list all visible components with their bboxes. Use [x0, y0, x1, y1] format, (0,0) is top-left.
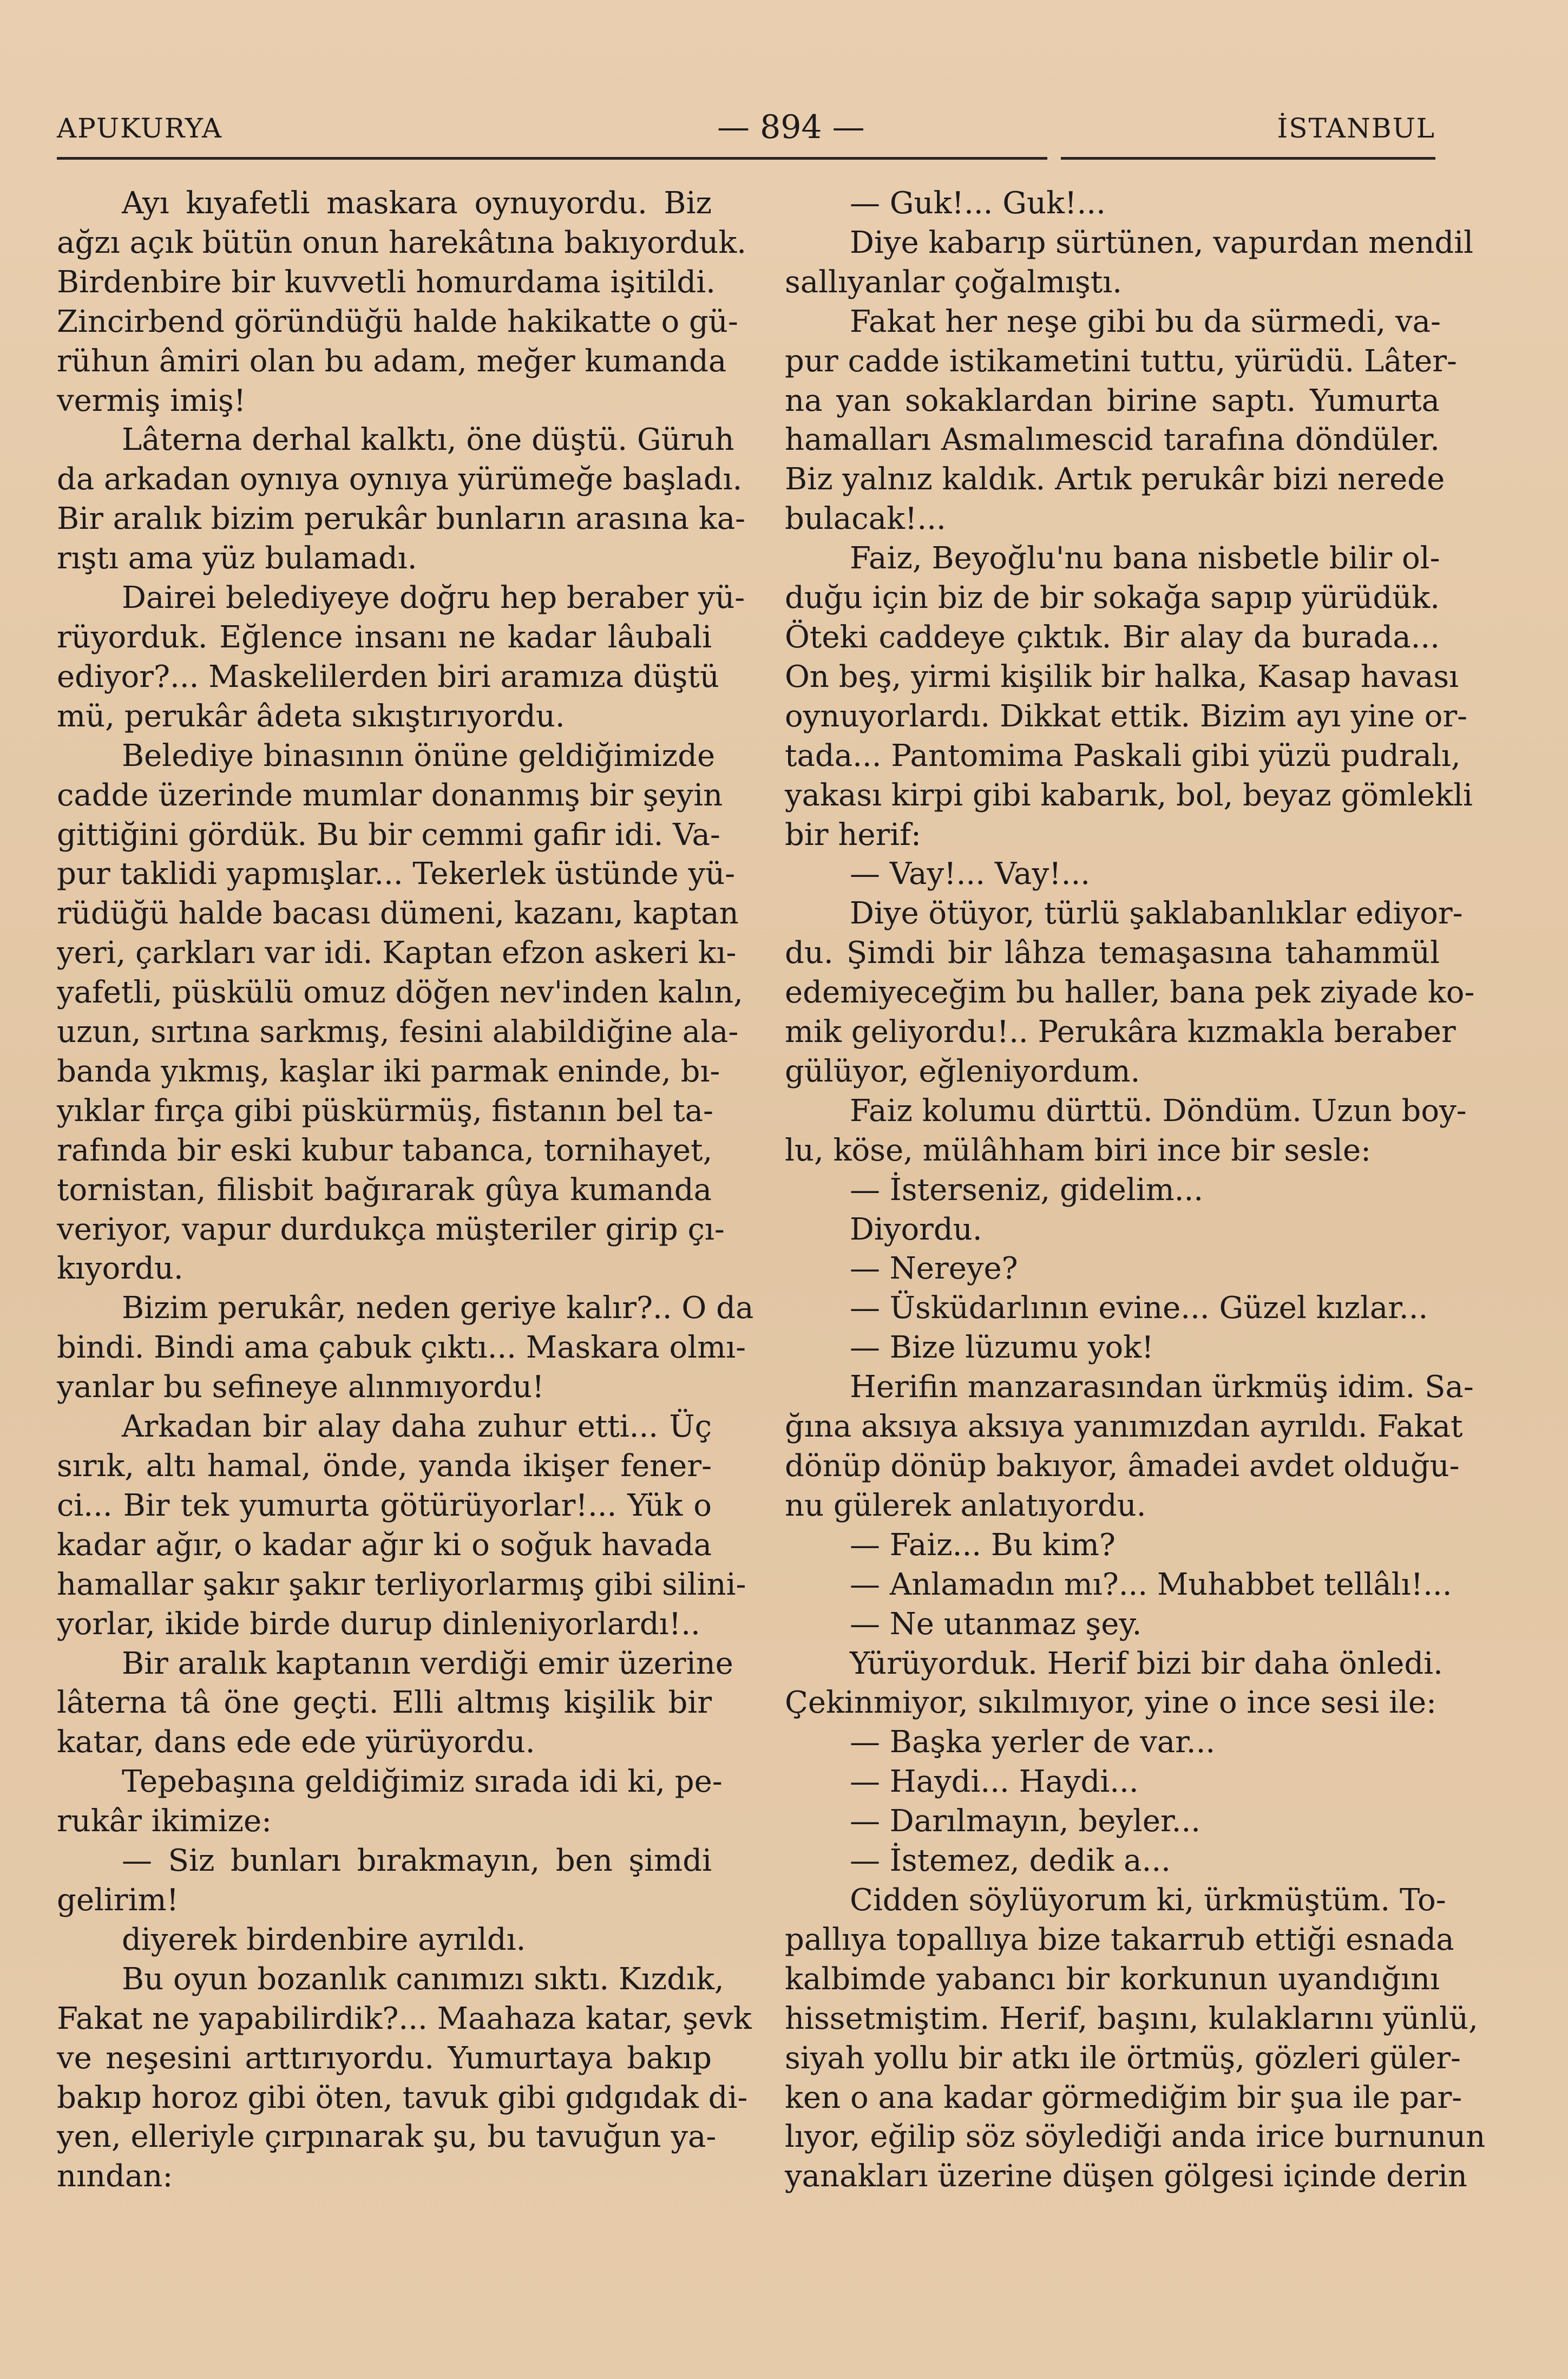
- text-line: — Siz bunları bırakmayın, ben şimdi: [122, 1843, 712, 1879]
- text-line: ken o ana kadar görmediğim bir şua ile par-: [785, 2080, 1462, 2115]
- text-line: — Nereye?: [850, 1251, 1018, 1287]
- text-line: kadar ağır, o kadar ağır ki o soğuk havada: [57, 1527, 712, 1563]
- text-line: — Bize lüzumu yok!: [850, 1330, 1154, 1366]
- text-line: On beş, yirmi kişilik bir halka, Kasap havası: [785, 659, 1459, 694]
- header-rule-right: [1061, 157, 1435, 160]
- text-line: — Anlamadın mı?... Muhabbet tellâlı!...: [850, 1567, 1452, 1602]
- text-line: kalbimde yabancı bir korkunun uyandığını: [785, 1961, 1440, 1997]
- text-line: lâterna tâ öne geçti. Elli altmış kişilik bir: [57, 1685, 712, 1721]
- text-line: Diyordu.: [850, 1211, 982, 1247]
- text-line: — Başka yerler de var...: [850, 1725, 1216, 1760]
- text-line: kıyordu.: [57, 1251, 183, 1287]
- header-volume-title: İSTANBUL: [1277, 113, 1435, 144]
- text-line: duğu için biz de bir sokağa sapıp yürüdük.: [785, 580, 1440, 616]
- text-line: — Vay!... Vay!...: [850, 856, 1091, 892]
- text-column-left: [57, 184, 754, 2197]
- text-line: yanlar bu sefineye alınmıyordu!: [57, 1369, 544, 1405]
- text-line: katar, dans ede ede yürüyordu.: [57, 1725, 535, 1760]
- text-line: Bizim perukâr, neden geriye kalır?.. O da: [122, 1290, 754, 1326]
- text-line: du. Şimdi bir lâhza temaşasına tahammül: [785, 935, 1440, 971]
- text-line: yakası kirpi gibi kabarık, bol, beyaz gömlekli: [785, 777, 1473, 813]
- text-line: vermiş imiş!: [57, 383, 246, 418]
- text-line: na yan sokaklardan birine saptı. Yumurta: [785, 383, 1440, 418]
- text-line: nu gülerek anlatıyordu.: [785, 1487, 1146, 1523]
- text-line: gittiğini gördük. Bu bir cemmi gafir idi. Va-: [57, 817, 720, 853]
- text-line: Çekinmiyor, sıkılmıyor, yine o ince sesi ile:: [785, 1685, 1436, 1721]
- text-line: ci... Bir tek yumurta götürüyorlar!... Yük o: [57, 1487, 712, 1523]
- text-line: — Faiz... Bu kim?: [850, 1527, 1116, 1563]
- text-line: Tepebaşına geldiğimiz sırada idi ki, pe-: [122, 1764, 723, 1800]
- text-line: — İstemez, dedik a...: [850, 1843, 1171, 1879]
- text-line: Cidden söylüyorum ki, ürkmüştüm. To-: [850, 1882, 1446, 1918]
- text-line: — Ne utanmaz şey.: [850, 1606, 1142, 1642]
- text-column-right: [785, 184, 1486, 2197]
- text-line: — İsterseniz, gidelim...: [850, 1172, 1204, 1208]
- text-line: rafında bir eski kubur tabanca, tornihayet,: [57, 1132, 713, 1168]
- text-line: hamallar şakır şakır terliyorlarmış gibi silini-: [57, 1567, 746, 1602]
- text-line: lu, köse, mülâhham biri ince bir sesle:: [785, 1132, 1371, 1168]
- text-line: cadde üzerinde mumlar donanmış bir şeyin: [57, 777, 723, 813]
- text-line: Belediye binasının önüne geldiğimizde: [122, 738, 716, 774]
- text-line: yıklar fırça gibi püskürmüş, fistanın bel ta-: [57, 1093, 713, 1129]
- text-line: tada... Pantomima Paskali gibi yüzü pudralı,: [785, 738, 1461, 774]
- text-line: sallıyanlar çoğalmıştı.: [785, 264, 1122, 300]
- text-line: Faiz kolumu dürttü. Döndüm. Uzun boy-: [850, 1093, 1467, 1129]
- text-line: Öteki caddeye çıktık. Bir alay da burada...: [785, 619, 1440, 655]
- text-line: Lâterna derhal kalktı, öne düştü. Güruh: [122, 422, 734, 458]
- text-line: yanakları üzerine düşen gölgesi içinde derin: [785, 2159, 1467, 2194]
- text-line: rühun âmiri olan bu adam, meğer kumanda: [57, 343, 727, 379]
- text-line: pur cadde istikametini tuttu, yürüdü. Lâter-: [785, 343, 1457, 379]
- text-line: yen, elleriyle çırpınarak şu, bu tavuğun ya-: [57, 2119, 717, 2155]
- text-line: sırık, altı hamal, önde, yanda ikişer fener-: [57, 1449, 712, 1484]
- text-line: Bir aralık bizim perukâr bunların arasına ka-: [57, 501, 746, 537]
- header-rule-left: [57, 157, 1047, 160]
- page-number: — 894 —: [717, 108, 865, 146]
- text-line: bir herif:: [785, 817, 921, 853]
- text-line: Ayı kıyafetli maskara oynuyordu. Biz: [122, 186, 712, 221]
- text-line: rukâr ikimize:: [57, 1804, 272, 1839]
- text-line: Diye kabarıp sürtünen, vapurdan mendil: [850, 225, 1474, 260]
- text-line: uzun, sırtına sarkmış, fesini alabildiğine ala-: [57, 1014, 739, 1050]
- text-line: tornistan, filisbit bağırarak gûya kumanda: [57, 1172, 712, 1208]
- text-line: rüyorduk. Eğlence insanı ne kadar lâubali: [57, 619, 712, 655]
- text-line: banda yıkmış, kaşlar iki parmak eninde, bı-: [57, 1053, 720, 1089]
- text-line: Zincirbend göründüğü halde hakikatte o gü-: [57, 304, 738, 339]
- text-line: — Darılmayın, beyler...: [850, 1804, 1201, 1839]
- text-line: — Üsküdarlının evine... Güzel kızlar...: [850, 1290, 1428, 1326]
- text-line: dönüp dönüp bakıyor, âmadei avdet olduğu-: [785, 1449, 1460, 1484]
- text-line: Herifin manzarasından ürkmüş idim. Sa-: [850, 1369, 1474, 1405]
- text-line: lıyor, eğilip söz söylediği anda irice burnunun: [785, 2119, 1486, 2155]
- text-line: Birdenbire bir kuvvetli homurdama işitildi.: [57, 264, 716, 300]
- text-line: gelirim!: [57, 1882, 179, 1918]
- text-line: da arkadan oynıya oynıya yürümeğe başladı.: [57, 462, 743, 497]
- text-line: hissetmiştim. Herif, başını, kulaklarını yünlü,: [785, 2001, 1478, 2036]
- text-line: ağzı açık bütün onun harekâtına bakıyorduk.: [57, 225, 747, 260]
- text-line: rıştı ama yüz bulamadı.: [57, 541, 417, 576]
- text-line: Arkadan bir alay daha zuhur etti... Üç: [122, 1409, 712, 1445]
- text-line: gülüyor, eğleniyordum.: [785, 1053, 1140, 1089]
- text-line: ve neşesini arttırıyordu. Yumurtaya bakıp: [57, 2040, 712, 2076]
- text-line: — Haydi... Haydi...: [850, 1764, 1139, 1800]
- text-line: veriyor, vapur durdukça müşteriler girip çı-: [57, 1211, 725, 1247]
- text-line: Biz yalnız kaldık. Artık perukâr bizi nerede: [785, 462, 1445, 497]
- text-line: bulacak!...: [785, 501, 946, 537]
- text-line: edemiyeceğim bu haller, bana pek ziyade ko-: [785, 975, 1475, 1011]
- text-line: pur taklidi yapmışlar... Tekerlek üstünde yü-: [57, 856, 736, 892]
- text-line: Dairei belediyeye doğru hep beraber yü-: [122, 580, 745, 616]
- header-section-title: APUKURYA: [57, 113, 223, 144]
- text-line: ediyor?... Maskelilerden biri aramıza düştü: [57, 659, 719, 694]
- text-line: Bir aralık kaptanın verdiği emir üzerine: [122, 1646, 733, 1681]
- text-line: — Guk!... Guk!...: [850, 186, 1106, 221]
- text-line: Yürüyorduk. Herif bizi bir daha önledi.: [850, 1646, 1443, 1681]
- text-line: Faiz, Beyoğlu'nu bana nisbetle bilir ol-: [850, 541, 1440, 576]
- text-line: diyerek birdenbire ayrıldı.: [122, 1922, 526, 1957]
- text-line: Bu oyun bozanlık canımızı sıktı. Kızdık,: [122, 1961, 724, 1997]
- text-line: bindi. Bindi ama çabuk çıktı... Maskara olmı-: [57, 1330, 746, 1366]
- text-line: hamalları Asmalımescid tarafına döndüler.: [785, 422, 1440, 458]
- text-line: rüdüğü halde bacası dümeni, kazanı, kaptan: [57, 896, 739, 932]
- text-line: Diye ötüyor, türlü şaklabanlıklar ediyor-: [850, 896, 1463, 932]
- text-line: bakıp horoz gibi öten, tavuk gibi gıdgıdak di-: [57, 2080, 748, 2115]
- text-line: pallıya topallıya bize takarrub ettiği esnada: [785, 1922, 1454, 1957]
- text-line: yafetli, püskülü omuz döğen nev'inden kalın,: [57, 975, 743, 1011]
- running-header: [57, 108, 1435, 146]
- text-line: nından:: [57, 2159, 173, 2194]
- text-line: siyah yollu bir atkı ile örtmüş, gözleri güler-: [785, 2040, 1461, 2076]
- text-line: yeri, çarkları var idi. Kaptan efzon askeri kı-: [57, 935, 737, 971]
- text-line: yorlar, ikide birde durup dinleniyorlardı!..: [57, 1606, 700, 1642]
- text-line: Fakat her neşe gibi bu da sürmedi, va-: [850, 304, 1441, 339]
- text-line: ğına aksıya aksıya yanımızdan ayrıldı. Fakat: [785, 1409, 1463, 1445]
- text-line: oynuyorlardı. Dikkat ettik. Bizim ayı yine or-: [785, 698, 1468, 734]
- text-line: mü, perukâr âdeta sıkıştırıyordu.: [57, 698, 565, 734]
- text-line: Fakat ne yapabilirdik?... Maahaza katar, şevk: [57, 2001, 752, 2036]
- text-line: mik geliyordu!.. Perukâra kızmakla beraber: [785, 1014, 1456, 1050]
